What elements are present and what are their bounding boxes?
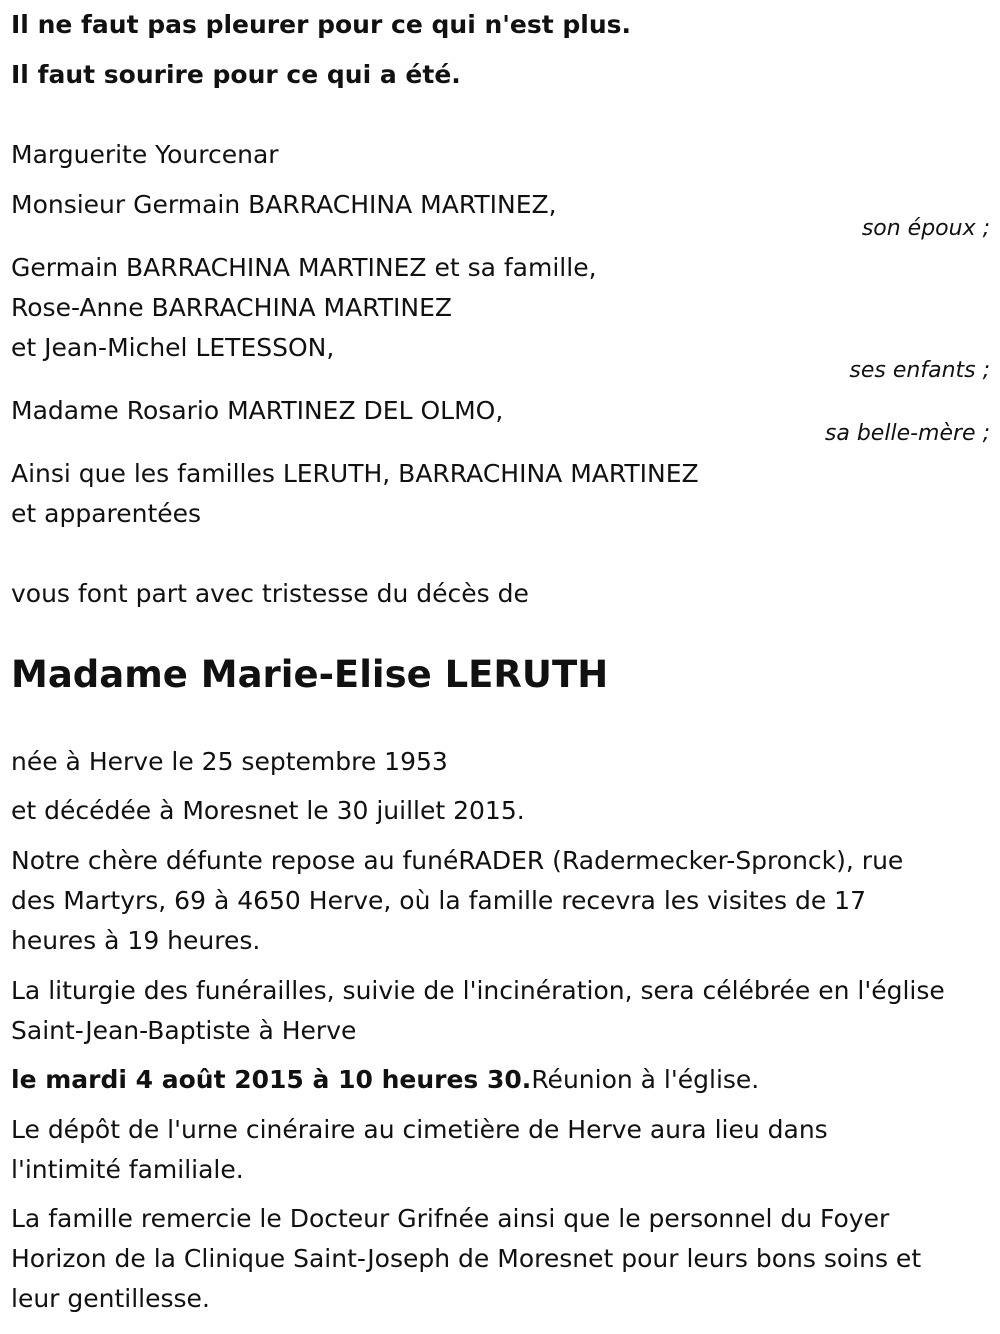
announcement-text: vous font part avec tristesse du décès de <box>11 579 529 608</box>
visitation-line-2: des Martyrs, 69 à 4650 Herve, où la famille recevra les visites de 17 <box>11 886 866 915</box>
visitation-line-3: heures à 19 heures. <box>11 926 261 955</box>
spouse-name: Monsieur Germain BARRACHINA MARTINEZ, <box>11 190 557 219</box>
liturgy-line-1: La liturgie des funérailles, suivie de l'incinération, sera célébrée en l'église <box>11 976 945 1005</box>
quote-author: Marguerite Yourcenar <box>11 140 279 169</box>
ceremony-meeting: Réunion à l'église. <box>531 1065 760 1094</box>
quote-line-2: Il faut sourire pour ce qui a été. <box>11 60 461 89</box>
death-info: et décédée à Moresnet le 30 juillet 2015. <box>11 796 525 825</box>
child-line-1: Germain BARRACHINA MARTINEZ et sa famille, <box>11 253 597 282</box>
thanks-line-3: leur gentillesse. <box>11 1284 210 1313</box>
urn-line-1: Le dépôt de l'urne cinéraire au cimetière de Herve aura lieu dans <box>11 1115 828 1144</box>
spouse-relation: son époux ; <box>861 216 990 241</box>
other-families-line-1: Ainsi que les familles LERUTH, BARRACHINA MARTINEZ <box>11 459 699 488</box>
children-relation: ses enfants ; <box>849 358 990 383</box>
ceremony-line <box>11 1065 759 1095</box>
child-line-2: Rose-Anne BARRACHINA MARTINEZ <box>11 293 453 322</box>
child-line-3: et Jean-Michel LETESSON, <box>11 333 335 362</box>
ceremony-date: le mardi 4 août 2015 à 10 heures 30. <box>11 1065 532 1094</box>
deceased-name: Madame Marie-Elise LERUTH <box>11 653 609 696</box>
thanks-line-1: La famille remercie le Docteur Grifnée ainsi que le personnel du Foyer <box>11 1204 890 1233</box>
visitation-line-1: Notre chère défunte repose au funéRADER (Radermecker-Spronck), rue <box>11 846 904 875</box>
birth-info: née à Herve le 25 septembre 1953 <box>11 747 448 776</box>
mother-in-law-name: Madame Rosario MARTINEZ DEL OLMO, <box>11 396 504 425</box>
thanks-line-2: Horizon de la Clinique Saint-Joseph de Moresnet pour leurs bons soins et <box>11 1244 922 1273</box>
other-families-line-2: et apparentées <box>11 499 202 528</box>
urn-line-2: l'intimité familiale. <box>11 1155 244 1184</box>
liturgy-line-2: Saint-Jean-Baptiste à Herve <box>11 1016 357 1045</box>
quote-line-1: Il ne faut pas pleurer pour ce qui n'est plus. <box>11 10 632 39</box>
mother-in-law-relation: sa belle-mère ; <box>824 421 990 446</box>
